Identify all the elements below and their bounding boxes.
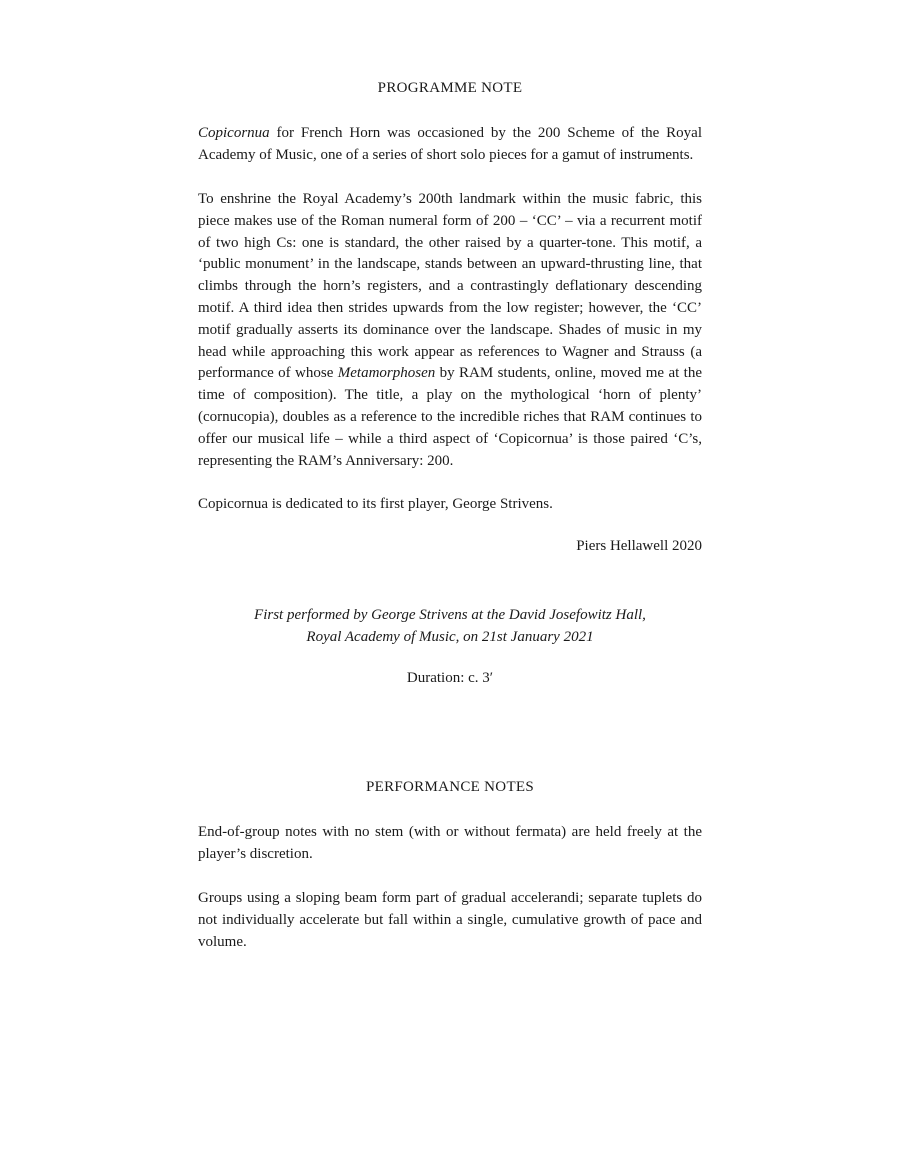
metamorphosen-title: Metamorphosen <box>337 365 436 382</box>
performance-notes-paragraph-2: Groups using a sloping beam form part of gradual accelerandi; separate tuplets do not individually accelerate but fall within a single, cumulative growth of pace and volume. <box>198 890 702 950</box>
performance-notes-paragraph-1: End-of-group notes with no stem (with or without fermata) are held freely at the player’s discretion. <box>198 824 702 862</box>
composer-signature: Piers Hellawell 2020 <box>576 538 702 554</box>
premiere-line-2: Royal Academy of Music, on 21st January 2021 <box>306 629 594 645</box>
paragraph-2-text-a: To enshrine the Royal Academy’s 200th landmark within the music fabric, this piece makes use of the Roman numeral form of 200 – ‘CC’ – via a recurrent motif of two high Cs: one is standard, the other raised by a quarter-tone. This motif, a ‘public monument’ in the landscape, stands between an upward-thrusting line, that climbs through the horn’s registers, and a contrastingly deflationary descending motif. A third idea then strides upwards from the low register; however, the ‘CC’ motif gradually asserts its dominance over the landscape. Shades of music in my head while approaching this work appear as references to Wagner and Strauss (a performance of whose <box>198 191 702 382</box>
work-title: Copicornua <box>198 125 270 141</box>
duration: Duration: c. 3′ <box>406 670 494 686</box>
programme-note-heading: PROGRAMME NOTE <box>377 80 523 96</box>
dedication: Copicornua is dedicated to its first player, George Strivens. <box>198 496 553 512</box>
premiere-line-1: First performed by George Strivens at the David Josefowitz Hall, <box>254 607 646 623</box>
performance-notes-heading: PERFORMANCE NOTES <box>365 779 535 795</box>
paragraph-2-text-b: by RAM students, online, moved me at the time of composition). The title, a play on the mythological ‘horn of plenty’ (cornucopia), doubles as a reference to the incredible riches that RAM continues to offer our musical life – while a third aspect of ‘Copicornua’ is those paired ‘C’s, representing the RAM’s Anniversary: 200. <box>198 365 702 469</box>
programme-note-paragraph-2 <box>198 189 702 472</box>
paragraph-1-text: for French Horn was occasioned by the 200 Scheme of the Royal Academy of Music, one of a series of short solo pieces for a gamut of instruments. <box>198 125 702 163</box>
programme-note-paragraph-1 <box>198 123 702 167</box>
